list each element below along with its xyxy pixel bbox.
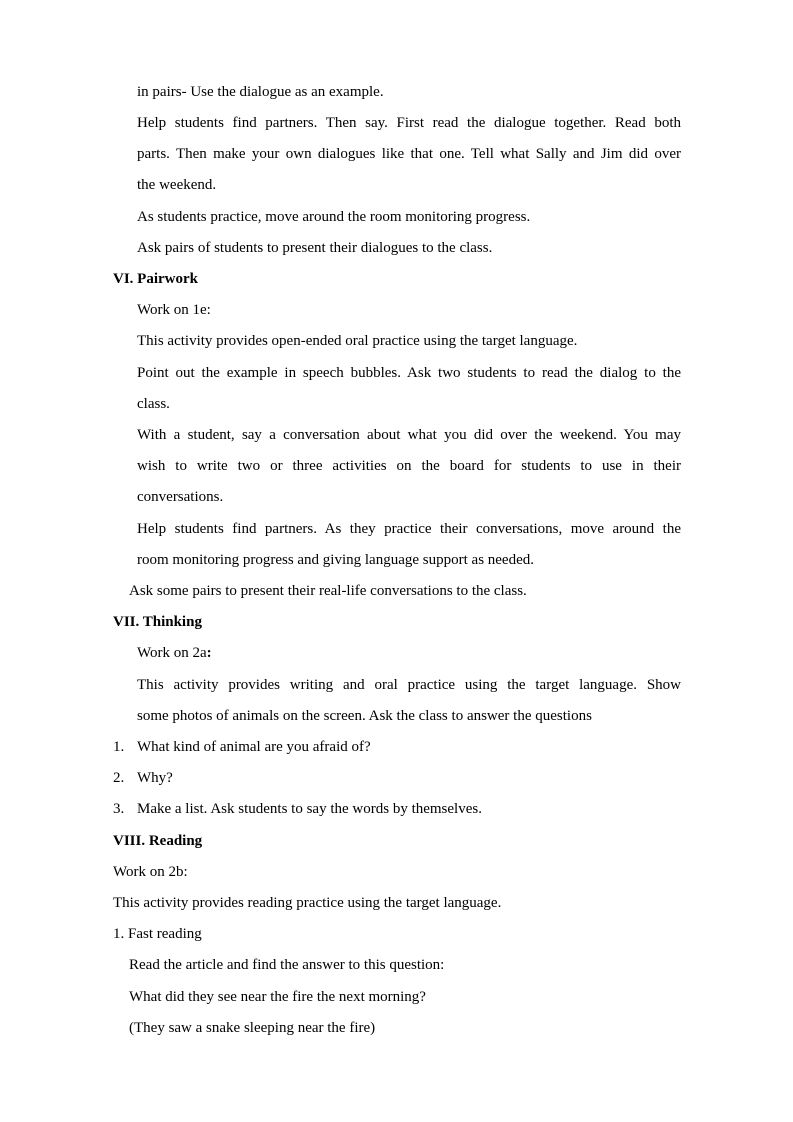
list-item: Make a list. Ask students to say the words by themselves.	[137, 801, 482, 817]
text-line: parts. Then make your own dialogues like that one. Tell what Sally and Jim did over	[137, 146, 681, 162]
text-line: some photos of animals on the screen. Ask the class to answer the questions	[137, 708, 592, 724]
text-line: room monitoring progress and giving language support as needed.	[137, 552, 535, 568]
text-line: This activity provides writing and oral practice using the target language. Show	[137, 677, 681, 693]
section-heading-reading: VIII. Reading	[113, 833, 203, 849]
text-line: Ask some pairs to present their real-life conversations to the class.	[129, 583, 527, 599]
text-line: the weekend.	[137, 177, 217, 193]
text-line: conversations.	[137, 489, 224, 505]
list-item-number: 1.	[113, 739, 125, 755]
text-line: As students practice, move around the room monitoring progress.	[137, 209, 531, 225]
text-line: in pairs- Use the dialogue as an example.	[137, 84, 384, 100]
list-item: What kind of animal are you afraid of?	[137, 739, 371, 755]
text-line: Read the article and find the answer to this question:	[129, 957, 445, 973]
text-line: (They saw a snake sleeping near the fire)	[129, 1020, 376, 1036]
text-line: Help students find partners. Then say. First read the dialogue together. Read both	[137, 115, 681, 131]
work-on-colon: :	[206, 645, 212, 661]
text-line: This activity provides open-ended oral practice using the target language.	[137, 333, 578, 349]
text-line: This activity provides reading practice using the target language.	[113, 895, 502, 911]
work-on-label: Work on 2b:	[113, 864, 188, 880]
work-on-label	[137, 644, 212, 662]
text-line: Ask pairs of students to present their dialogues to the class.	[137, 240, 493, 256]
work-on-text: Work on 2a	[137, 645, 207, 661]
text-line: What did they see near the fire the next morning?	[129, 989, 426, 1005]
text-line: wish to write two or three activities on the board for students to use in their	[137, 458, 681, 474]
text-line: Point out the example in speech bubbles. Ask two students to read the dialog to the	[137, 365, 681, 381]
text-line: class.	[137, 396, 170, 412]
text-line: Help students find partners. As they practice their conversations, move around the	[137, 521, 681, 537]
work-on-label: Work on 1e:	[137, 302, 211, 318]
text-line: With a student, say a conversation about what you did over the weekend. You may	[137, 427, 681, 443]
section-heading-pairwork: VI. Pairwork	[113, 271, 198, 287]
list-item-number: 2.	[113, 770, 125, 786]
text-line: 1. Fast reading	[113, 926, 202, 942]
section-heading-thinking: VII. Thinking	[113, 614, 202, 630]
list-item: Why?	[137, 770, 173, 786]
list-item-number: 3.	[113, 801, 125, 817]
